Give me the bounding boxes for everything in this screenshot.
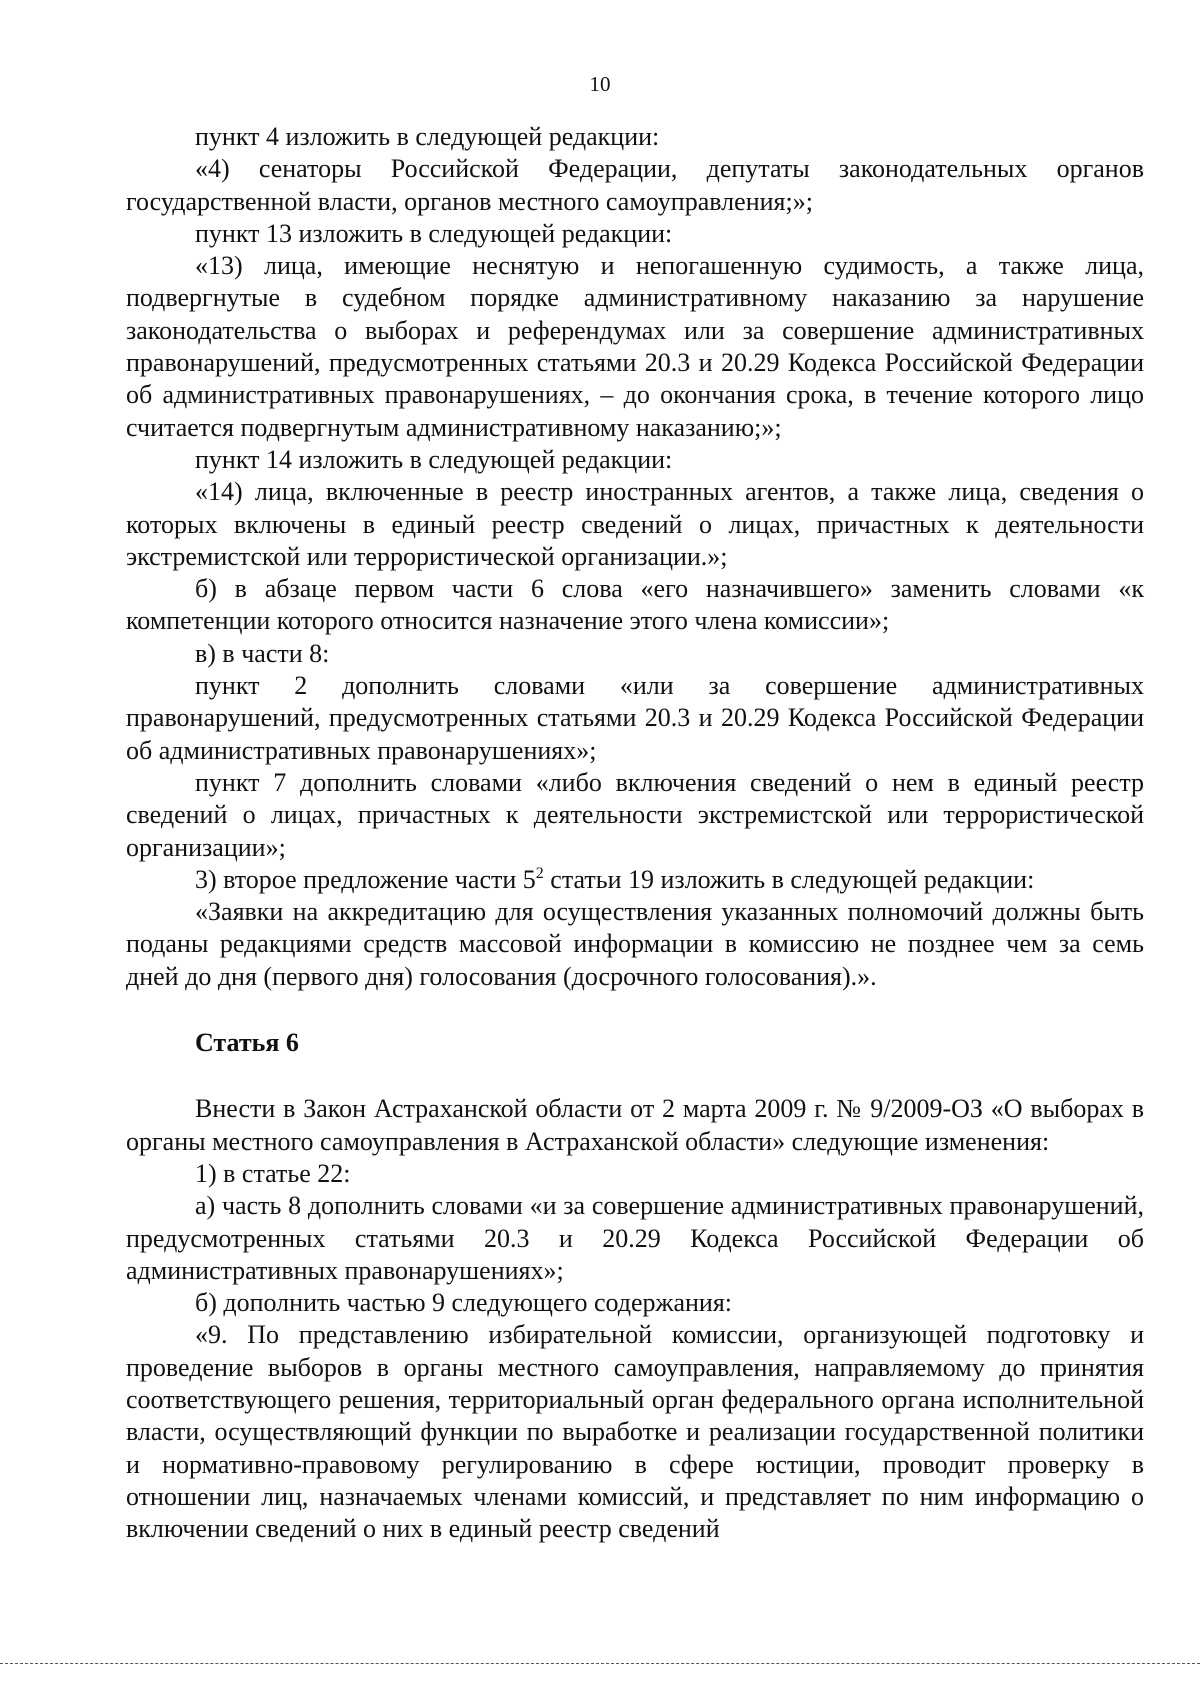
paragraph: пункт 14 изложить в следующей редакции: [195,444,673,474]
paragraph: б) дополнить частью 9 следующего содержания: [195,1288,733,1318]
paragraph: «14) лица, включенные в реестр иностранных агентов, а также лица, сведения о которых включены в единый реестр сведений о лицах, причастных к деятельности экстремистской или террористической организации.»; [126,477,1144,571]
paragraph: пункт 13 изложить в следующей редакции: [195,218,673,248]
paragraph: а) часть 8 дополнить словами «и за совершение административных правонарушений, предусмотренных статьями 20.3 и 20.29 Кодекса Российской Федерации об административных правонарушениях»; [126,1191,1144,1285]
paragraph: «4) сенаторы Российской Федерации, депутаты законодательных органов государственной власти, органов местного самоуправления;»; [126,154,1144,216]
paragraph: 1) в статье 22: [195,1158,351,1188]
paragraph-quote: «Заявки на аккредитацию для осуществления указанных полномочий должны быть поданы редакциями средств массовой информации в комиссию не позднее чем за семь дней до дня (первого дня) голосования (досрочного голосования).». [126,897,1144,991]
page-number: 10 [589,72,611,96]
paragraph: «9. По представлению избирательной комиссии, организующей подготовку и проведение выборов в органы местного самоуправления, направляемому до принятия соответствующего решения, территориальный орган федерального органа исполнительной власти, осуществляющий функции по выработке и реализации государственной политики и нормативно-правовому регулированию в сфере юстиции, проводит проверку в отношении лиц, назначаемых членами комиссий, и представляет по ним информацию о включении сведений о них в единый реестр сведений [126,1320,1144,1544]
paragraph: пункт 7 дополнить словами «либо включения сведений о нем в единый реестр сведений о лицах, причастных к деятельности экстремистской или террористической организации»; [126,767,1144,862]
paragraph: «13) лица, имеющие неснятую и непогашенную судимость, а также лица, подвергнутые в судебном порядке административному наказанию за нарушение законодательства о выборах и референдумах или за совершение административных правонарушений, предусмотренных статьями 20.3 и 20.29 Кодекса Российской Федерации об административных правонарушениях, – до окончания срока, в течение которого лицо считается подвергнутым административному наказанию;»; [126,251,1144,442]
page-bottom-divider [0,1663,1200,1664]
paragraph-text: 3) второе предложение части 5 [195,864,536,894]
paragraph: пункт 2 дополнить словами «или за совершение административных правонарушений, предусмотренных статьями 20.3 и 20.29 Кодекса Российской Федерации об административных правонарушениях»; [126,671,1144,765]
article-heading: Статья 6 [195,1028,299,1058]
paragraph: в) в части 8: [195,638,330,668]
document-body [126,121,1144,1545]
paragraph: пункт 4 изложить в следующей редакции: [195,122,660,151]
paragraph-text: статьи 19 изложить в следующей редакции: [543,864,1035,894]
paragraph: б) в абзаце первом части 6 слова «его назначившего» заменить словами «к компетенции которого относится назначение этого члена комиссии»; [126,574,1144,636]
paragraph: Внести в Закон Астраханской области от 2 марта 2009 г. № 9/2009-ОЗ «О выборах в органы местного самоуправления в Астраханской области» следующие изменения: [126,1094,1144,1156]
superscript: 2 [535,864,544,882]
paragraph-article19 [126,864,1144,896]
